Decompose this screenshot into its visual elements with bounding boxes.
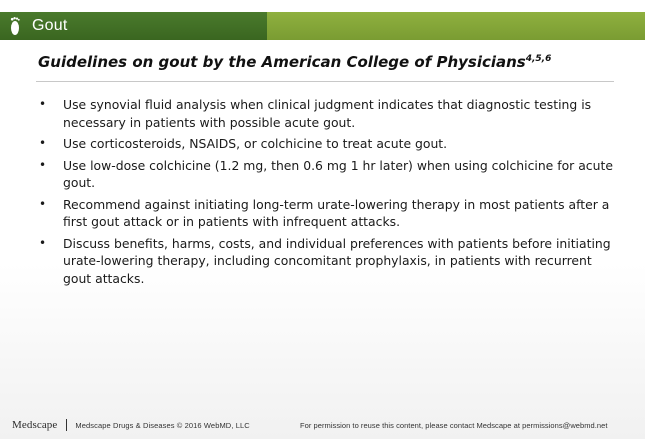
list-item-text: Use synovial fluid analysis when clinical judgment indicates that diagnostic testing is necessary in patients with possible acute gout. (63, 97, 592, 130)
list-item (38, 196, 618, 231)
footer-permission-note: For permission to reuse this content, please contact Medscape at permissions@webmd.net (300, 420, 608, 430)
header-bar (0, 12, 645, 40)
bullet-icon: • (39, 196, 47, 211)
header-title: Gout (32, 17, 68, 34)
bullet-icon: • (39, 136, 47, 150)
list-item (38, 96, 618, 131)
footer (0, 414, 645, 436)
slide-title (38, 53, 551, 71)
guideline-list (38, 96, 618, 291)
footer-copyright: Medscape Drugs & Diseases © 2016 WebMD, LLC (75, 420, 250, 430)
bullet-icon: • (39, 97, 47, 111)
bullet-icon: • (39, 157, 47, 172)
title-divider (36, 81, 614, 82)
list-item-text: Use corticosteroids, NSAIDS, or colchicine to treat acute gout. (63, 136, 448, 151)
list-item-text: Recommend against initiating long-term urate-lowering therapy in most patients after a first gout attack or in patients with infrequent attacks. (63, 196, 610, 229)
header-title-panel (0, 12, 267, 40)
slide-title-references: 4,5,6 (525, 54, 552, 64)
list-item (38, 235, 618, 288)
bullet-icon: • (39, 235, 47, 250)
list-item-text: Use low-dose colchicine (1.2 mg, then 0.6 mg 1 hr later) when using colchicine for acute gout. (63, 157, 613, 190)
slide-title-text: Guidelines on gout by the American College of Physicians (38, 53, 526, 71)
footer-divider (66, 419, 67, 431)
foot-icon (8, 15, 22, 37)
header-accent-panel (267, 12, 645, 40)
list-item-text: Discuss benefits, harms, costs, and individual preferences with patients before initiating urate-lowering therapy, including concomitant prophylaxis, in patients with recurrent gout attacks. (63, 235, 611, 286)
list-item (38, 135, 618, 153)
list-item (38, 157, 618, 192)
medscape-logo: Medscape (12, 419, 58, 431)
